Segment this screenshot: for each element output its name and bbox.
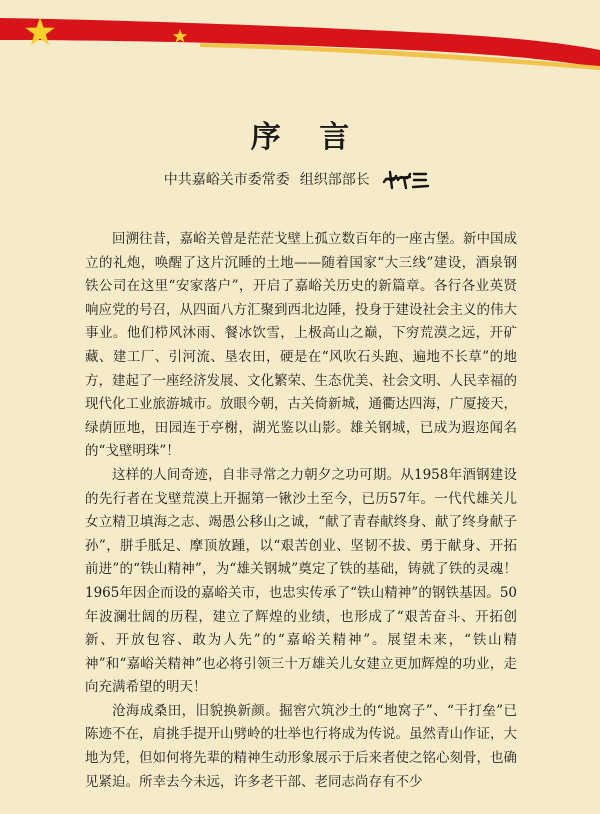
preface-body — [85, 228, 517, 794]
author-organization: 中共嘉峪关市委常委 — [163, 172, 290, 188]
author-byline — [0, 168, 600, 192]
flag-banner — [0, 0, 600, 70]
paragraph: 这样的人间奇迹，自非寻常之力朝夕之功可期。从1958年酒钢建设的先行者在戈壁荒漠上开掘第一锹沙土至今，已历57年。一代代雄关儿女立精卫填海之志、竭愚公移山之诚，“献了青春献终身、献了终身献子孙”，胼手胝足、摩顶放踵，以“艰苦创业、坚韧不拔、勇于献身、开拓前进”的“铁山精神”，为“雄关钢城”奠定了铁的基础，铸就了铁的灵魂！1965年因企而设的嘉峪关市，也忠实传承了“铁山精神”的钢铁基因。50年波澜壮阔的历程，建立了辉煌的业绩，也形成了“艰苦奋斗、开拓创新、开放包容、敢为人先”的“嘉峪关精神”。展望未来，“铁山精神”和“嘉峪关精神”也必将引领三十万雄关儿女建立更加辉煌的功业，走向充满希望的明天！ — [85, 466, 517, 696]
author-role: 组织部部长 — [299, 172, 370, 188]
page-title: 序 言 — [250, 120, 364, 155]
paragraph: 回溯往昔，嘉峪关曾是茫茫戈壁上孤立数百年的一座古堡。新中国成立的礼炮，唤醒了这片沉睡的土地——随着国家“大三线”建设，酒泉钢铁公司在这里“安家落户”，开启了嘉峪关历史的新篇章。各行各业英贤响应党的号召，从四面八方汇聚到西北边陲，投身于建设社会主义的伟大事业。他们栉风沐雨、餐冰饮雪，上极高山之巅，下穷荒漠之远，开矿藏、建工厂、引河流、垦农田，硬是在“风吹石头跑、遍地不长草”的地方，建起了一座经济发展、文化繁荣、生态优美、社会文明、人民幸福的现代化工业旅游城市。放眼今朝，古关倚新城，通衢达四海，广厦接天，绿荫匝地，田园连于亭榭，湖光鉴以山影。雄关钢城，已成为遐迩闻名的“戈壁明珠”！ — [85, 231, 517, 460]
handwritten-signature — [380, 168, 436, 192]
paragraph: 沧海成桑田，旧貌换新颜。掘窖穴筑沙土的“地窝子”、“干打垒”已陈迹不在，肩挑手提开山劈岭的壮举也行将成为传说。虽然青山作证，大地为凭，但如何将先辈的精神生动形象展示于后来者使之铭心刻骨，也确见紧迫。所幸去今未远，许多老干部、老同志尚存有不少 — [85, 702, 517, 790]
